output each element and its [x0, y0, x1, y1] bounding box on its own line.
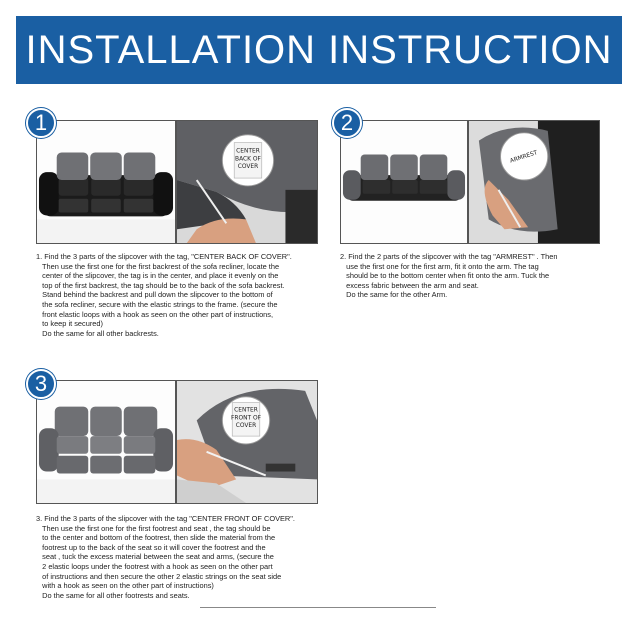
step-2-description [340, 252, 558, 300]
step-1-description [36, 252, 292, 338]
step-1-line: center of the slipcover, the tag is in the center, and place it evenly on the [36, 271, 279, 281]
step-3-line: of instructions and then secure the other 2 elastic strings on the seat side [36, 571, 282, 581]
step-2-line: Do the same for the other Arm. [340, 290, 448, 300]
step-1-line: to keep it secured) [36, 319, 103, 329]
step-3-line: to the center and bottom of the footrest, then slide the material from the [36, 533, 276, 543]
step-2-sofa-image [340, 120, 468, 244]
step-3-line: seat , tuck the excess material between the seat and arms, (secure the [36, 552, 274, 562]
step-3-line: 3. Find the 3 parts of the slipcover with the tag "CENTER FRONT OF COVER". [36, 514, 295, 523]
step-1-tag-line-2: BACK OF [235, 156, 261, 163]
step-2-tag-text: ARMREST [509, 150, 539, 165]
step-3-line: footrest up to the back of the seat so it will cover the footrest and the [36, 542, 266, 552]
step-1-tag-line-1: CENTER [236, 148, 260, 155]
step-1-line: top of the first backrest, the tag should be to the back of the sofa backrest. [36, 280, 285, 290]
step-1-sofa-image [36, 120, 176, 244]
step-1-line: 1. Find the 3 parts of the slipcover with the tag, "CENTER BACK OF COVER". [36, 252, 292, 261]
header-banner [16, 16, 622, 84]
step-3-tag-line-3: COVER [235, 423, 257, 430]
step-2-closeup-image [468, 120, 600, 244]
step-3-tag-line-1: CENTER [234, 407, 258, 414]
step-2-line: 2. Find the 2 parts of the slipcover with the tag "ARMREST" . Then [340, 252, 558, 261]
step-1-line: Then use the first one for the first backrest of the sofa recliner, locate the [36, 261, 280, 271]
step-3-line: with a hook as seen on the other part of instructions) [36, 581, 214, 591]
step-2-line: use the first one for the first arm, fit it onto the arm. The tag [340, 261, 539, 271]
step-1-number-badge: 1 [26, 108, 56, 138]
step-1-line: front elastic loops with a hook as seen on the other part of instructions, [36, 309, 274, 319]
step-1-line: the sofa recliner, secure with the elastic strings to the frame. (secure the [36, 299, 278, 309]
step-1-tag-line-3: COVER [237, 164, 259, 171]
step-3-description [36, 514, 295, 600]
step-3-closeup-image [176, 380, 318, 504]
step-1-closeup-image [176, 120, 318, 244]
step-1-line: Do the same for all other backrests. [36, 328, 159, 338]
step-3-line: 2 elastic loops under the footrest with a hook as seen on the other part [36, 561, 273, 571]
step-3-sofa-image [36, 380, 176, 504]
step-3-tag-line-2: FRONT OF [230, 415, 262, 422]
step-3-number-badge: 3 [26, 369, 56, 399]
bottom-divider [200, 607, 436, 608]
step-2-number-badge: 2 [332, 108, 362, 138]
step-1-line: Stand behind the backrest and pull down the slipcover to the bottom of [36, 290, 273, 300]
page-title: INSTALLATION INSTRUCTION [25, 27, 613, 72]
step-3-line: Do the same for all other footrests and seats. [36, 590, 190, 600]
step-2-line: should be to the bottom center when fit onto the arm. Tuck the [340, 271, 550, 281]
step-3-line: Then use the first one for the first footrest and seat , the tag should be [36, 523, 271, 533]
step-2-line: excess fabric between the arm and seat. [340, 280, 479, 290]
